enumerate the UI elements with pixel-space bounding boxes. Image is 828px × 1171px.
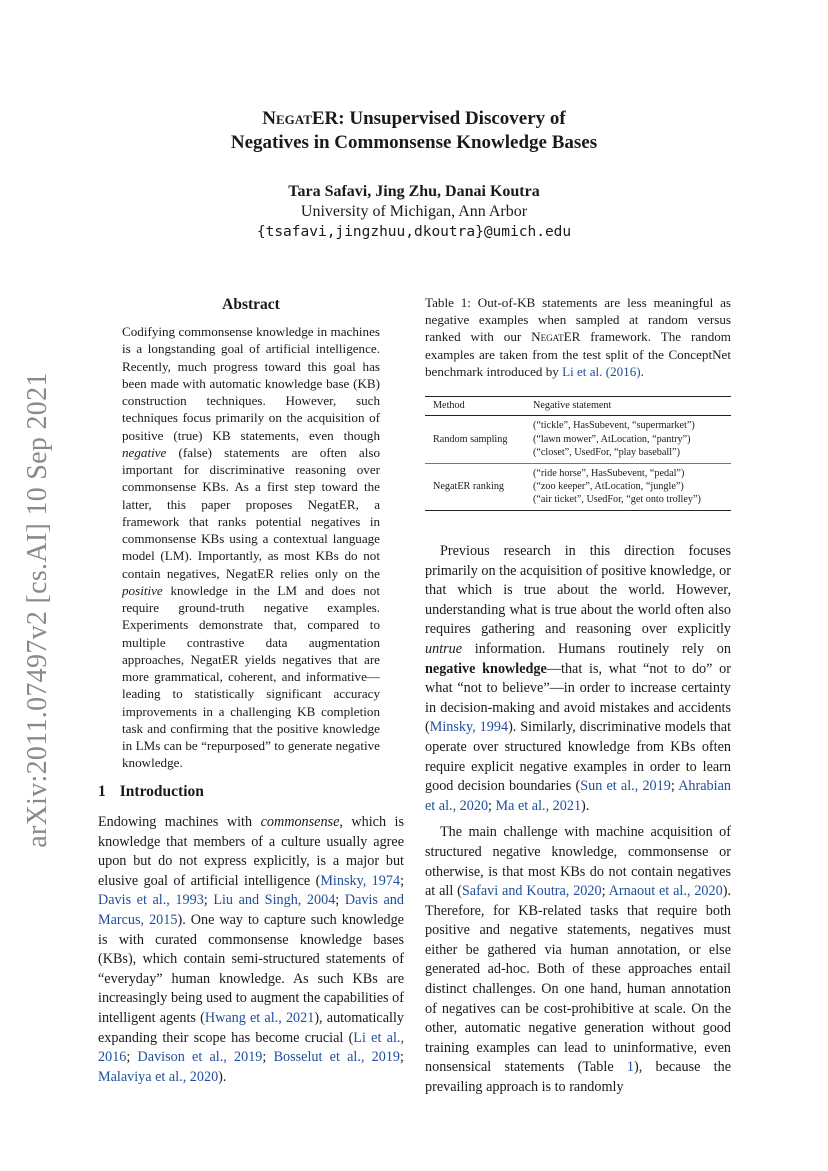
citation-link[interactable]: Bosselut et al., 2019 xyxy=(273,1049,401,1066)
introduction-body xyxy=(98,813,404,1087)
negative-statements-table xyxy=(425,396,731,511)
caption-text-1: Table 1: Out-of-KB statements are less meaningful as negative examples when sampled at random versus ranked with our xyxy=(425,295,731,345)
caption-text-2: framework. The random examples are taken from the test split of the ConceptNet benchmark introduced by xyxy=(425,329,731,379)
para1-text-3: —that is, what “not to do” or what “not to believe”—in order to increase certainty in decision-making and avoid mistakes and accidents ( xyxy=(425,660,731,736)
citation-link[interactable]: Malaviya et al., 2020 xyxy=(98,1068,219,1085)
paragraph-main-challenge: The main challenge with machine acquisition of structured negative knowledge, commonsense or otherwise, is that most KBs do not contain negatives at all (Safavi and Koutra, 2020; Arnaout et al., 2020). Therefore, for KB-related tasks that require both positive and negative statements, negatives must either be gathered via human annotation, or else generated ad-hoc. Both of these approaches entail distinct challenges. On one hand, human annotation of negatives can be cost-prohibitive at scale. On the other, automatic negative generation without good training examples can lead to uninformative, even nonsensical statements (Table 1), because the prevailing approach is to randomly xyxy=(425,824,731,1096)
table-row xyxy=(425,463,731,510)
author-block xyxy=(0,182,828,242)
para2-text-2: ). Therefore, for KB-related tasks that require both positive and negative statements, negatives must either be gathered via human annotation, or else generated ad-hoc. Both of these approaches entail distinct challenges. On one hand, human annotation of negatives can be cost-prohibitive at scale. On the other, automatic negative generation without good training examples can lead to uninformative, even nonsensical statements (Table xyxy=(425,883,731,1076)
para2-text-1: The main challenge with machine acquisition of structured negative knowledge, commonsense or otherwise, is that most KBs do not contain negatives at all ( xyxy=(425,824,731,900)
intro-text-3: ). One way to capture such knowledge is with curated commonsense knowledge bases (KBs), which contain semi-structured statements of “everyday” human knowledge. As such KBs are increasingly being used to augment the capabilities of intelligent agents ( xyxy=(98,911,404,1026)
title-line-1-rest: : Unsupervised Discovery of xyxy=(338,108,566,129)
citation-link[interactable]: Minsky, 1974 xyxy=(320,872,401,889)
negative-statement: (“ride horse”, HasSubevent, “pedal”) xyxy=(533,467,685,479)
abstract-text xyxy=(122,323,380,772)
negative-statement: (“zoo keeper”, AtLocation, “jungle”) xyxy=(533,481,684,493)
table-row xyxy=(425,416,731,463)
abstract-heading: Abstract xyxy=(222,296,280,313)
section-number: 1 xyxy=(98,783,106,800)
author-affiliation: University of Michigan, Ann Arbor xyxy=(300,203,528,220)
citation-link[interactable]: Ahrabian et al., 2020 xyxy=(425,778,731,814)
para1-text-1: Previous research in this direction focuses primarily on the acquisition of positive knowledge, or that which is true about the world. However, understanding what is true about the world often also requires gathering and reasoning over explicitly xyxy=(425,543,731,638)
negative-statement: (“lawn mower”, AtLocation, “pantry”) xyxy=(533,433,691,445)
method-cell: Random sampling xyxy=(425,416,525,463)
abstract-text-part-3: knowledge in the LM and does not require ground-truth negative examples. Experiments demonstrate that, compared to multiple contrastive data augmentation approaches, NegatER yields negatives that are more grammatical, coherent, and informative—leading to statistically significant accuracy improvements in a challenging KB completion task and confirming that the positive knowledge in LMs can be “repurposed” to generate negative knowledge. xyxy=(122,582,380,771)
para2-text-3: ), because the prevailing approach is to randomly xyxy=(425,1059,731,1096)
citation-link[interactable]: Li et al. (2016) xyxy=(562,363,641,379)
intro-text-5: ). xyxy=(218,1068,227,1085)
section-heading-introduction xyxy=(98,782,404,802)
abstract-emphasis-negative: negative xyxy=(122,444,167,460)
author-names: Tara Safavi, Jing Zhu, Danai Koutra xyxy=(288,183,540,200)
citation-link[interactable]: Sun et al., 2019 xyxy=(580,778,671,795)
para1-text-2: information. Humans routinely rely on xyxy=(462,640,731,657)
citation-link[interactable]: Ma et al., 2021 xyxy=(495,797,582,814)
citation-link[interactable]: Hwang et al., 2021 xyxy=(204,1009,315,1026)
section-title: Introduction xyxy=(119,783,204,800)
right-column-body xyxy=(425,542,731,1098)
table-1 xyxy=(425,396,731,511)
citation-link[interactable]: Minsky, 1994 xyxy=(429,719,509,736)
table-reference-link[interactable]: 1 xyxy=(626,1059,634,1076)
author-email: {tsafavi,jingzhuu,dkoutra}@umich.edu xyxy=(256,224,572,240)
title-line-1 xyxy=(0,107,828,131)
negative-statement: (“tickle”, HasSubevent, “supermarket”) xyxy=(533,420,695,432)
paper-title xyxy=(0,107,828,155)
intro-text-1: Endowing machines with xyxy=(98,814,261,830)
citation-link[interactable]: Davis and Marcus, 2015 xyxy=(98,892,404,928)
intro-emphasis-commonsense: commonsense xyxy=(260,814,340,830)
introduction-paragraph: Endowing machines with commonsense, which is knowledge that members of a culture usually agree upon but do not express explicitly, is a major but elusive goal of artificial intelligence (Minsky, 1974; Davis et al., 1993; Liu and Singh, 2004; Davis and Marcus, 2015). One way to capture such knowledge is with curated commonsense knowledge bases (KBs), which contain semi-structured statements of “everyday” human knowledge. As such KBs are increasingly being used to augment the capabilities of intelligent agents (Hwang et al., 2021), automatically expanding their scope has become crucial (Li et al., 2016; Davison et al., 2019; Bosselut et al., 2019; Malaviya et al., 2020). xyxy=(98,814,405,1085)
table-1-caption xyxy=(425,294,731,380)
para1-text-4: ). Similarly, discriminative models that operate over structured knowledge from KBs often require explicit negative examples in order to learn good decision boundaries ( xyxy=(425,719,732,795)
emphasis-untrue: untrue xyxy=(425,640,463,657)
intro-text-4: ), automatically expanding their scope has become crucial ( xyxy=(98,1009,404,1046)
citation-link[interactable]: Arnaout et al., 2020 xyxy=(608,883,723,900)
title-framework-name: NegatER xyxy=(262,108,339,129)
abstract-text-part-1: Codifying commonsense knowledge in machines is a longstanding goal of artificial intelligence. Recently, much progress toward this goal has been made with automatic knowledge base (KB) construction techniques. However, such techniques focus primarily on the acquisition of positive (true) KB statements, even though xyxy=(122,324,380,443)
caption-framework-name: NegatER xyxy=(531,329,581,345)
citation-link[interactable]: Liu and Singh, 2004 xyxy=(213,892,336,909)
paragraph-previous-research: Previous research in this direction focuses primarily on the acquisition of positive knowledge, or that which is true about the world. However, understanding what is true about the world often also requires gathering and reasoning over explicitly untrue information. Humans routinely rely on negative knowledge—that is, what “not to do” or what “not to believe”—in order to increase certainty in decision-making and avoid mistakes and accidents (Minsky, 1994). Similarly, discriminative models that operate over structured knowledge from KBs often require explicit negative examples in order to learn good decision boundaries (Sun et al., 2019; Ahrabian et al., 2020; Ma et al., 2021). xyxy=(425,543,732,814)
citation-link[interactable]: Li et al., 2016 xyxy=(98,1029,404,1066)
abstract-text-part-2: (false) statements are often also important for discriminative reasoning over commonsense KBs. As a first step toward the latter, this paper proposes NegatER, a framework that ranks potential negatives in commonsense KBs using a contextual language model (LM). Importantly, as most KBs do not contain negatives, NegatER relies only on the xyxy=(122,444,380,581)
abstract-section xyxy=(122,296,380,772)
negative-statement: (“air ticket”, UsedFor, “get onto trolley”) xyxy=(533,494,701,506)
caption-text-3: . xyxy=(640,363,644,379)
negative-statement: (“closet”, UsedFor, “play baseball”) xyxy=(533,447,680,459)
abstract-emphasis-positive: positive xyxy=(122,582,163,598)
citation-link[interactable]: Davis et al., 1993 xyxy=(98,892,204,909)
bold-negative-knowledge: negative knowledge xyxy=(425,660,547,677)
intro-text-2: , which is knowledge that members of a culture usually agree upon but do not express explicitly, is a major but elusive goal of artificial intelligence ( xyxy=(98,814,405,889)
statement-cell xyxy=(525,416,731,463)
para1-text-5: ). xyxy=(581,797,590,814)
column-header-method: Method xyxy=(425,397,525,416)
statement-cell xyxy=(525,463,731,510)
column-header-statement: Negative statement xyxy=(525,397,731,416)
method-cell: NegatER ranking xyxy=(425,463,525,510)
title-line-2: Negatives in Commonsense Knowledge Bases xyxy=(230,132,598,153)
arxiv-identifier-stamp: arXiv:2011.07497v2 [cs.AI] 10 Sep 2021 xyxy=(22,372,53,848)
citation-link[interactable]: Safavi and Koutra, 2020 xyxy=(461,883,602,900)
citation-link[interactable]: Davison et al., 2019 xyxy=(137,1049,263,1066)
table-header-row xyxy=(425,397,731,416)
